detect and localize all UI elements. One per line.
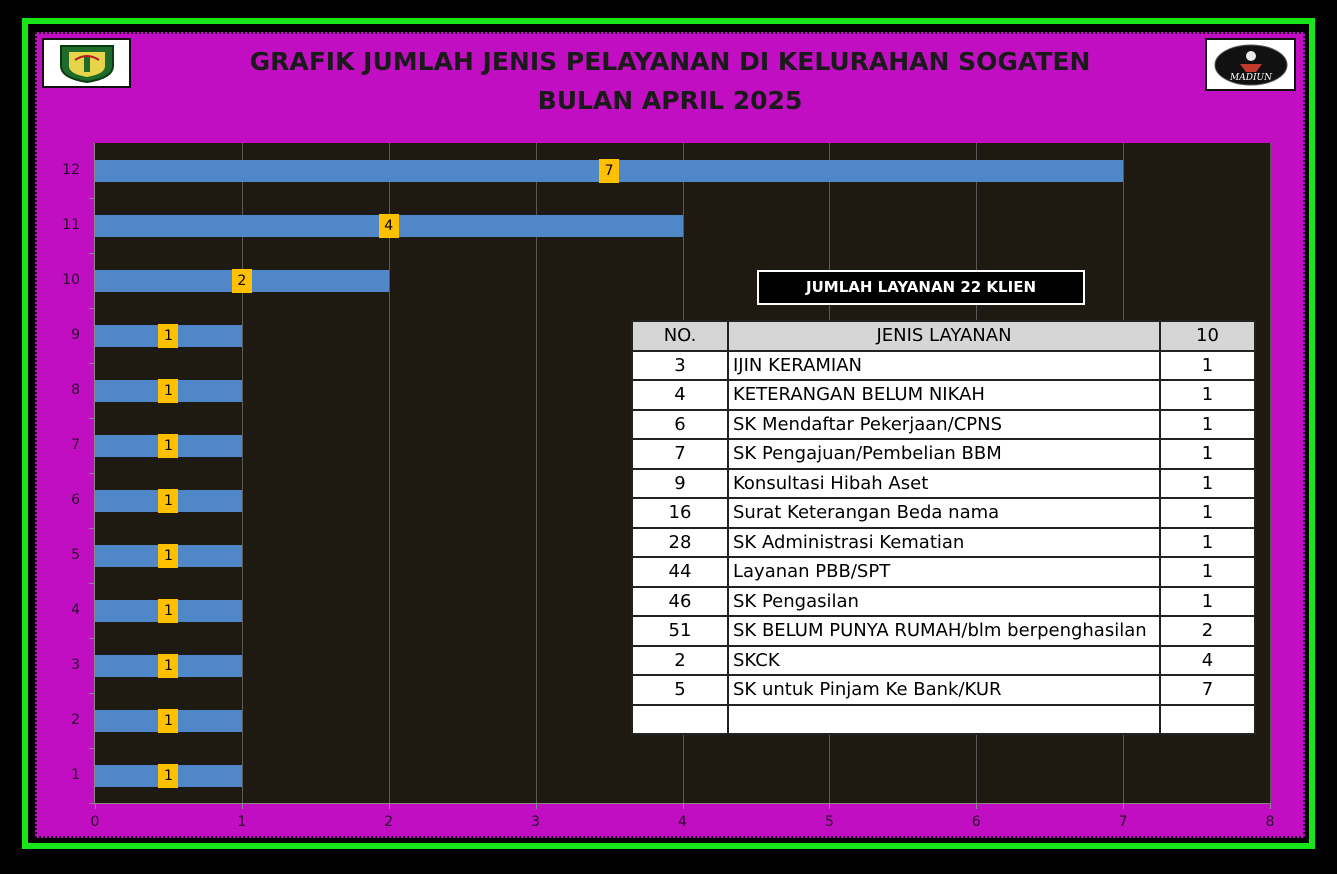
row-count-cell: 2 (1160, 616, 1255, 646)
row-no-cell: 51 (632, 616, 728, 646)
table-header-row (632, 321, 1255, 351)
row-service-cell: SK BELUM PUNYA RUMAH/blm berpenghasilan (728, 616, 1160, 646)
row-service-cell: SK untuk Pinjam Ke Bank/KUR (728, 675, 1160, 705)
row-count-cell: 7 (1160, 675, 1255, 705)
bar-data-label: 1 (158, 764, 178, 788)
y-tick-label: 11 (62, 216, 80, 233)
row-count-cell: 1 (1160, 410, 1255, 440)
y-tick-label: 12 (62, 161, 80, 178)
row-service-cell: KETERANGAN BELUM NIKAH (728, 380, 1160, 410)
row-count-cell: 1 (1160, 498, 1255, 528)
row-service-cell: Layanan PBB/SPT (728, 557, 1160, 587)
bar-data-label: 1 (158, 324, 178, 348)
x-tick-label: 8 (1265, 814, 1275, 830)
table-row (632, 410, 1255, 440)
right-madiun-logo (1205, 38, 1296, 91)
row-service-cell: Surat Keterangan Beda nama (728, 498, 1160, 528)
bar-data-label: 1 (158, 489, 178, 513)
table-row (632, 351, 1255, 381)
y-tick-label: 9 (71, 326, 80, 343)
row-service-cell: SKCK (728, 646, 1160, 676)
y-tick-mark (89, 583, 95, 584)
y-tick-mark (89, 473, 95, 474)
y-tick-label: 8 (71, 381, 80, 398)
y-tick-mark (89, 528, 95, 529)
x-tick-label: 7 (1118, 814, 1128, 830)
row-no-cell: 44 (632, 557, 728, 587)
table-row (632, 557, 1255, 587)
x-tick-mark (536, 803, 537, 809)
table-row (632, 528, 1255, 558)
y-tick-mark (89, 748, 95, 749)
row-service-cell: SK Pengajuan/Pembelian BBM (728, 439, 1160, 469)
row-count-cell: 1 (1160, 528, 1255, 558)
y-tick-label: 2 (71, 711, 80, 728)
row-no-cell: 2 (632, 646, 728, 676)
row-no-cell: 16 (632, 498, 728, 528)
madiun-logo-text: MADIUN (1229, 72, 1272, 83)
y-tick-mark (89, 308, 95, 309)
bar-data-label: 1 (158, 599, 178, 623)
x-tick-label: 0 (90, 814, 100, 830)
y-tick-mark (89, 418, 95, 419)
y-tick-mark (89, 253, 95, 254)
x-tick-mark (976, 803, 977, 809)
x-tick-mark (683, 803, 684, 809)
x-tick-mark (829, 803, 830, 809)
row-no-cell: 4 (632, 380, 728, 410)
x-tick-mark (95, 803, 96, 809)
total-clients-box: JUMLAH LAYANAN 22 KLIEN (757, 270, 1085, 305)
bar-data-label: 7 (599, 159, 619, 183)
gridline (242, 143, 243, 803)
gridline (389, 143, 390, 803)
bar-data-label: 1 (158, 654, 178, 678)
x-axis-line (94, 803, 1270, 804)
x-tick-mark (242, 803, 243, 809)
y-tick-label: 10 (62, 271, 80, 288)
x-tick-mark (389, 803, 390, 809)
table-row (632, 498, 1255, 528)
table-row (632, 646, 1255, 676)
row-service-cell: SK Administrasi Kematian (728, 528, 1160, 558)
table-row (632, 439, 1255, 469)
y-tick-mark (89, 363, 95, 364)
table-row (632, 616, 1255, 646)
table-row (632, 380, 1255, 410)
row-no-cell: 6 (632, 410, 728, 440)
row-count-cell: 1 (1160, 439, 1255, 469)
row-service-cell: SK Mendaftar Pekerjaan/CPNS (728, 410, 1160, 440)
y-tick-mark (89, 693, 95, 694)
x-tick-label: 6 (971, 814, 981, 830)
bar-data-label: 4 (379, 214, 399, 238)
y-tick-label: 7 (71, 436, 80, 453)
bar-data-label: 1 (158, 544, 178, 568)
row-count-cell (1160, 705, 1255, 735)
table-row (632, 469, 1255, 499)
row-service-cell: IJIN KERAMIAN (728, 351, 1160, 381)
y-tick-label: 5 (71, 546, 80, 563)
row-no-cell: 7 (632, 439, 728, 469)
bar-data-label: 1 (158, 434, 178, 458)
row-service-cell (728, 705, 1160, 735)
x-tick-mark (1270, 803, 1271, 809)
bar-data-label: 2 (232, 269, 252, 293)
row-count-cell: 1 (1160, 557, 1255, 587)
row-no-cell: 9 (632, 469, 728, 499)
row-no-cell: 3 (632, 351, 728, 381)
table-row (632, 587, 1255, 617)
table-row (632, 675, 1255, 705)
x-tick-label: 1 (237, 814, 247, 830)
bar-data-label: 1 (158, 379, 178, 403)
row-count-cell: 1 (1160, 469, 1255, 499)
x-tick-label: 4 (678, 814, 687, 830)
row-no-cell: 46 (632, 587, 728, 617)
bar-data-label: 1 (158, 709, 178, 733)
header-no: NO. (632, 321, 728, 351)
y-tick-label: 4 (71, 601, 80, 618)
row-count-cell: 4 (1160, 646, 1255, 676)
header-count: 10 (1160, 321, 1255, 351)
left-emblem-logo (42, 38, 131, 88)
gridline (536, 143, 537, 803)
y-tick-label: 1 (71, 766, 80, 783)
chart-title-line1: GRAFIK JUMLAH JENIS PELAYANAN DI KELURAHAN SOGATEN (249, 47, 1091, 76)
chart-title-line2: BULAN APRIL 2025 (537, 86, 803, 115)
row-count-cell: 1 (1160, 380, 1255, 410)
x-tick-label: 3 (531, 814, 541, 830)
y-tick-mark (89, 638, 95, 639)
row-service-cell: Konsultasi Hibah Aset (728, 469, 1160, 499)
header-service: JENIS LAYANAN (728, 321, 1160, 351)
row-count-cell: 1 (1160, 587, 1255, 617)
table-row (632, 705, 1255, 735)
x-tick-label: 5 (824, 814, 834, 830)
gridline (1270, 143, 1271, 803)
row-no-cell: 5 (632, 675, 728, 705)
y-tick-label: 3 (71, 656, 80, 673)
service-table (631, 320, 1256, 735)
y-tick-label: 6 (71, 491, 80, 508)
x-tick-mark (1123, 803, 1124, 809)
row-count-cell: 1 (1160, 351, 1255, 381)
y-tick-mark (89, 198, 95, 199)
row-service-cell: SK Pengasilan (728, 587, 1160, 617)
row-no-cell (632, 705, 728, 735)
row-no-cell: 28 (632, 528, 728, 558)
x-tick-label: 2 (384, 814, 394, 830)
